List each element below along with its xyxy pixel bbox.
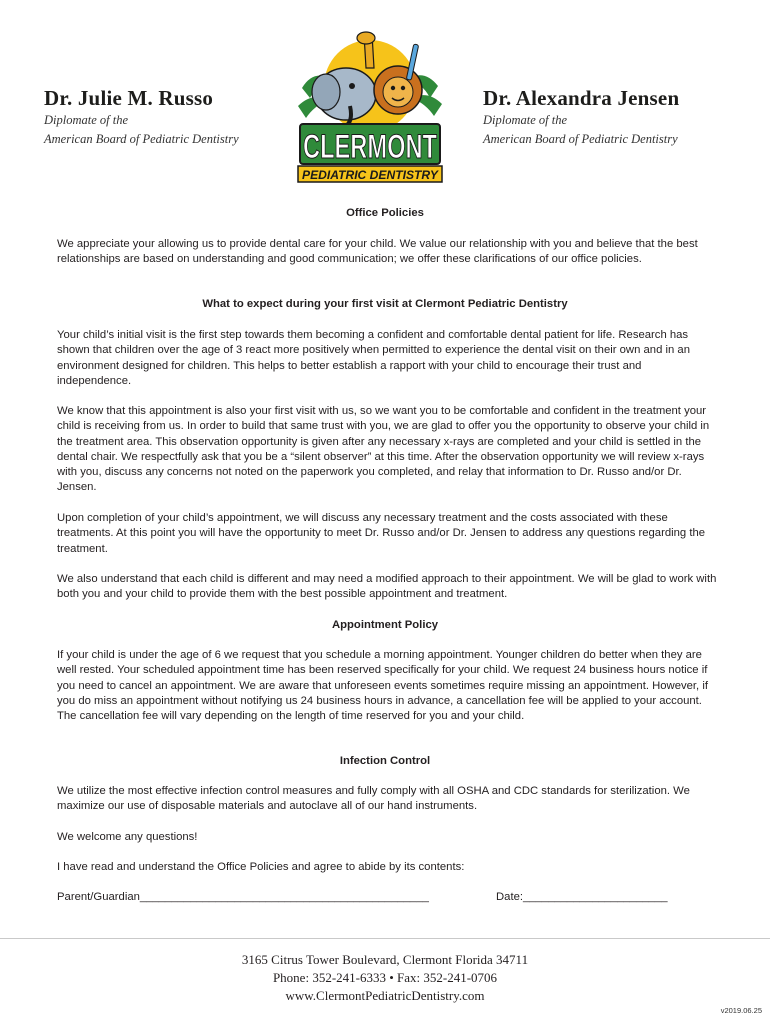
right-doctor-cred-line2: American Board of Pediatric Dentistry xyxy=(483,132,678,146)
first-visit-paragraph-4: We also understand that each child is different and may need a modified approach to their appointment. We will be glad to work with both you and your child to provide them with the best possible appointment and treatment. xyxy=(57,573,717,601)
first-visit-heading: What to expect during your first visit at Clermont Pediatric Dentistry xyxy=(202,298,568,310)
intro-paragraph: We appreciate your allowing us to provide dental care for your child. We value our relationship with you and believe that the best relationships are based on understanding and good communication; we offer these clarifications of our office policies. xyxy=(57,238,698,266)
first-visit-paragraph-3: Upon completion of your child’s appointment, we will discuss any necessary treatment and the costs associated with these treatments. At this point you will have the opportunity to meet Dr. Russo and/or Dr. Jensen to address any questions regarding the treatment. xyxy=(57,512,706,555)
right-doctor-credentials xyxy=(483,111,678,149)
appointment-heading: Appointment Policy xyxy=(331,619,439,631)
welcome-text: We welcome any questions! xyxy=(57,831,198,843)
agreement-text: I have read and understand the Office Policies and agree to abide by its contents: xyxy=(57,861,465,873)
appointment-paragraph: If your child is under the age of 6 we request that you schedule a morning appointment. Younger children do better when they are well rested. Your scheduled appointment time has been reserved specifically for your child. We request 24 business hours notice if you need to cancel an appointment. We are aware that unforeseen events sometimes require missing an appointment. However, if you do miss an appointment without notifying us 24 business hours in advance, a cancellation fee will be applied to your account. The cancellation fee will vary depending on the length of time reserved for you and your child. xyxy=(57,649,708,723)
right-doctor-cred-line1: Diplomate of the xyxy=(483,113,568,127)
footer-divider xyxy=(0,938,770,939)
left-doctor-cred-line2: American Board of Pediatric Dentistry xyxy=(44,132,239,146)
logo-subtitle-text: PEDIATRIC DENTISTRY xyxy=(302,170,440,182)
footer-address: 3165 Citrus Tower Boulevard, Clermont Florida 34711 xyxy=(241,952,529,967)
date-field[interactable]: Date:_______________________ xyxy=(496,891,668,903)
left-doctor-credentials xyxy=(44,111,239,149)
right-doctor-name: Dr. Alexandra Jensen xyxy=(483,86,680,110)
left-doctor-name: Dr. Julie M. Russo xyxy=(44,86,214,110)
clermont-logo xyxy=(294,28,446,184)
left-doctor-cred-line1: Diplomate of the xyxy=(44,113,129,127)
footer-website[interactable]: www.ClermontPediatricDentistry.com xyxy=(285,988,485,1003)
logo-name-text: CLERMONT xyxy=(303,128,438,166)
infection-heading: Infection Control xyxy=(339,755,431,767)
first-visit-paragraph-2: We know that this appointment is also your first visit with us, so we want you to be comfortable and confident in the treatment your child is receiving from us. In order to build that same trust with you, we are glad to offer you the opportunity to observe your child in the treatment area. This observation opportunity is given after any necessary x-rays are completed and your child is settled in the dental chair. We respectfully ask that you be a “silent observer” at this time. After the observation opportunity we will review x-rays with you, discuss any concerns not noted on the paperwork you completed, and relay that information to Dr. Russo and/or Dr. Jensen. xyxy=(57,405,710,494)
footer-phone-fax: Phone: 352-241-6333 • Fax: 352-241-0706 xyxy=(272,970,498,985)
parent-guardian-field[interactable]: Parent/Guardian______________________________________________ xyxy=(57,891,429,903)
version-label: v2019.06.25 xyxy=(720,1006,762,1015)
page-title: Office Policies xyxy=(346,207,424,219)
first-visit-paragraph-1: Your child’s initial visit is the first step towards them becoming a confident and comfortable dental patient for life. Research has shown that children over the age of 3 react more positively when permitted to experience the dental visit on their own and in an environment designed for children. This helps to better establish a rapport with your child to encourage their trust and independence. xyxy=(57,329,690,387)
infection-paragraph: We utilize the most effective infection control measures and fully comply with all OSHA and CDC standards for sterilization. We maximize our use of disposable materials and autoclave all of our hand instruments. xyxy=(57,785,690,813)
